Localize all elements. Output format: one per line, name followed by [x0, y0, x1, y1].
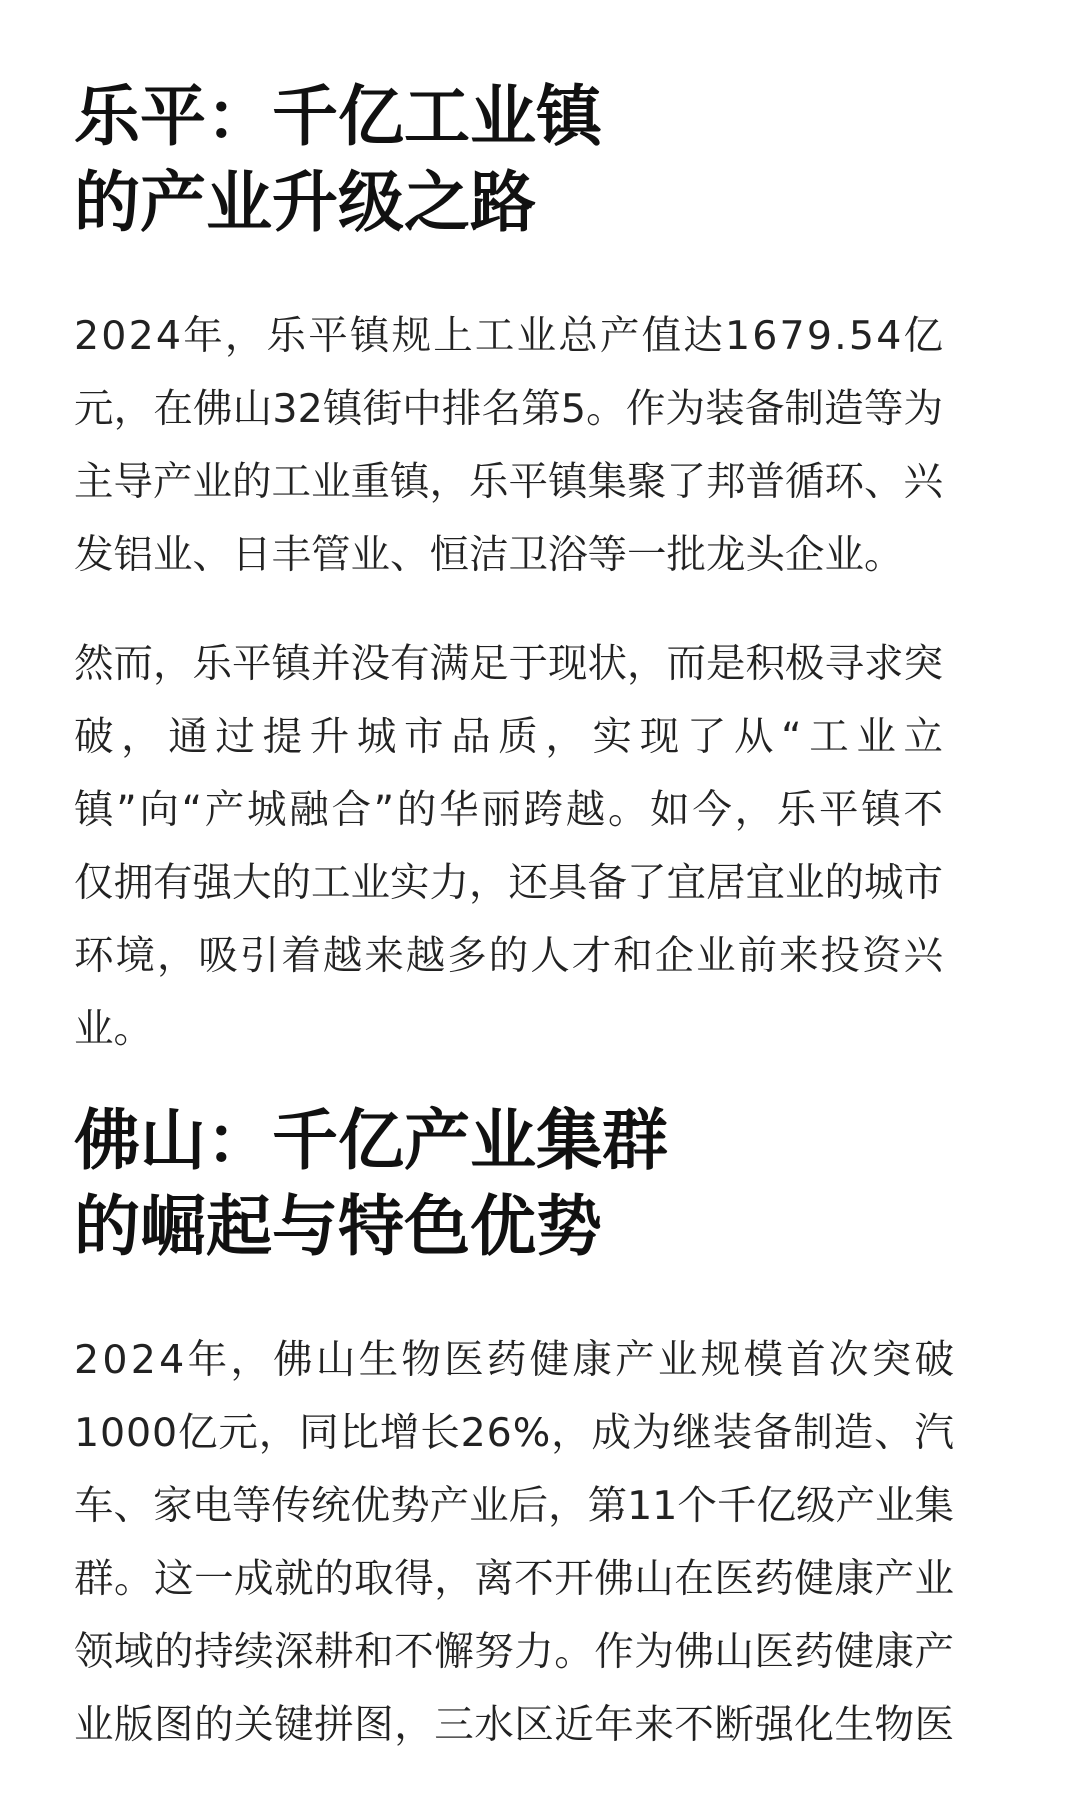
- paragraph-line: 环境，吸引着越来越多的人才和企业前来投资兴: [74, 933, 945, 979]
- paragraph-line: 车、家电等传统优势产业后，第11个千亿级产业集: [74, 1483, 955, 1529]
- heading-line: 的产业升级之路: [74, 164, 536, 241]
- section-heading-leping: [74, 74, 602, 246]
- heading-line: 佛山：千亿产业集群: [74, 1102, 668, 1179]
- paragraph-line: 元，在佛山32镇街中排名第5。作为装备制造等为: [74, 386, 944, 432]
- paragraph-leping-output: [74, 300, 946, 592]
- paragraph-line: 破，通过提升城市品质，实现了从“工业立: [74, 714, 951, 760]
- paragraph-line: 2024年，佛山生物医药健康产业规模首次突破: [74, 1337, 958, 1383]
- paragraph-line: 然而，乐平镇并没有满足于现状，而是积极寻求突: [74, 641, 944, 687]
- paragraph-line: 主导产业的工业重镇，乐平镇集聚了邦普循环、兴: [74, 459, 943, 505]
- paragraph-leping-transformation: [74, 628, 951, 1066]
- paragraph-line: 1000亿元，同比增长26%，成为继装备制造、汽: [74, 1410, 955, 1456]
- paragraph-line: 镇”向“产城融合”的华丽跨越。如今，乐平镇不: [74, 787, 946, 833]
- paragraph-line: 发铝业、日丰管业、恒洁卫浴等一批龙头企业。: [74, 532, 904, 578]
- paragraph-line: 业版图的关键拼图，三水区近年来不断强化生物医: [74, 1702, 955, 1748]
- section-heading-foshan: [74, 1098, 668, 1270]
- heading-line: 的崛起与特色优势: [74, 1188, 602, 1265]
- paragraph-foshan-biomedicine: [74, 1324, 958, 1762]
- paragraph-line: 仅拥有强大的工业实力，还具备了宜居宜业的城市: [74, 860, 944, 906]
- paragraph-line: 群。这一成就的取得，离不开佛山在医药健康产业: [74, 1556, 955, 1602]
- paragraph-line: 2024年，乐平镇规上工业总产值达1679.54亿: [74, 313, 946, 359]
- paragraph-line: 领域的持续深耕和不懈努力。作为佛山医药健康产: [74, 1629, 955, 1675]
- paragraph-line: 业。: [74, 1006, 153, 1052]
- heading-line: 乐平：千亿工业镇: [74, 78, 602, 155]
